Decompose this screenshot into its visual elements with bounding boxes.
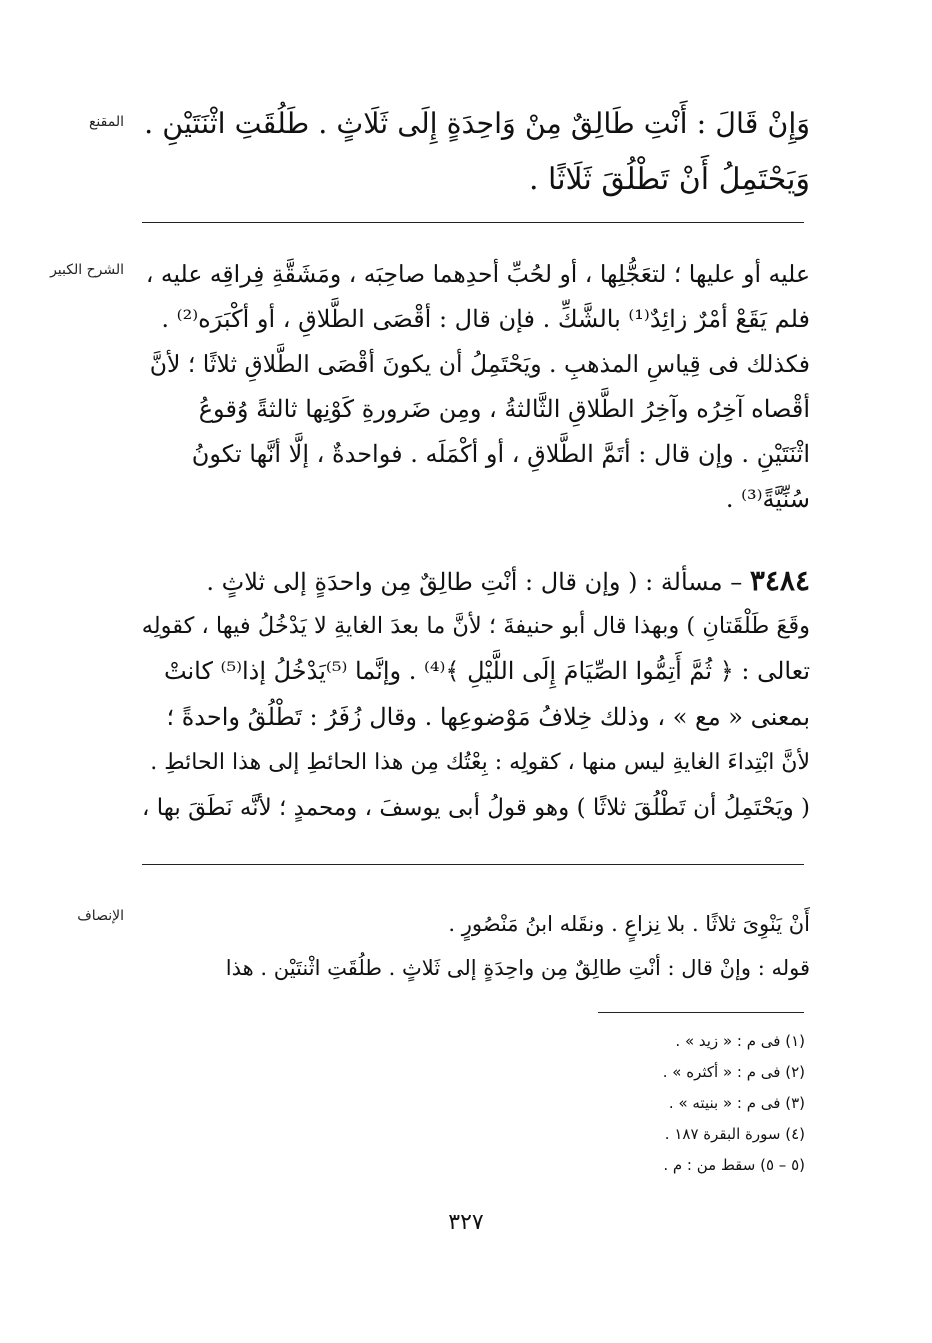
insaf-line: قوله : وإنْ قال : أنْتِ طالِقٌ مِن واحِدَةٍ إلى ثَلاثٍ . طلُقَتِ اثْنتَيْن . هذا (225, 956, 810, 980)
insaf-line: أَنْ يَنْوِىَ ثلاثًا . بلا نِزاعٍ . ونقَله ابنُ مَنْصُورٍ . (448, 912, 810, 936)
sharh-line: سُنِّيَّةً⁽³⁾ . (725, 485, 810, 513)
footnote: (٣) فى م : « بنيته » . (668, 1094, 805, 1112)
section-divider (142, 864, 804, 865)
muqni-line: وَإِنْ قَالَ : أَنْتِ طَالِقٌ مِنْ وَاحِدَةٍ إِلَى ثَلَاثٍ . طَلُقَتِ اثْنَتَيْنِ . (144, 107, 810, 140)
masala-number: ٣٤٨٤ (749, 564, 810, 597)
footnote-divider (598, 1012, 804, 1013)
sharh-line: أقْصاه آخِرُه وآخِرُ الطَّلاقِ الثَّالثةُ ، ومِن ضَرورةِ كَوْنِها ثالثةً وُقوعُ (198, 395, 810, 423)
masala-line: وقَعَ طَلْقَتانِ ) وبهذا قال أبو حنيفةَ ؛ لأنَّ ما بعدَ الغايةِ لا يَدْخُلُ فيها ، كقولِه (141, 612, 810, 639)
sharh-text (140, 252, 810, 522)
section-divider (142, 222, 804, 223)
sharh-line: فلم يَقَعْ أمْرٌ زائِدٌ⁽¹⁾ بالشَّكِّ . فإن قال : أقْصَى الطَّلاقِ ، أو أكْبَرَه⁽²⁾ . (161, 305, 810, 333)
footnote: (٢) فى م : « أكثره » . (662, 1063, 805, 1081)
insaf-text (140, 902, 810, 990)
footnotes (420, 1026, 805, 1181)
footnote: (٥ – ٥) سقط من : م . (663, 1156, 805, 1174)
masala-text (140, 558, 810, 831)
sharh-line: عليه أو عليها ؛ لتعَجُّلِها ، أو لحُبِّ أحدِهما صاحِبَه ، ومَشَقَّةِ فِراقِه عليه ، (145, 260, 810, 288)
masala-line: لأنَّ ابْتِداءَ الغايةِ ليس منها ، كقولِه : بِعْتُك مِن هذا الحائطِ إلى هذا الحائطِ . (150, 750, 810, 775)
masala-line: ( ويَحْتَمِلُ أن تَطْلُقَ ثلاثًا ) وهو قولُ أبى يوسفَ ، ومحمدٍ ؛ لأنَّه نَطَقَ بها ، (142, 794, 810, 821)
sharh-line: اثْنَتَيْنِ . وإن قال : أتَمَّ الطَّلاقِ ، أو أكْمَلَه . فواحدةٌ ، إلَّا أنَّها تكونُ (191, 440, 810, 468)
page-number: ٣٢٧ (448, 1210, 484, 1235)
sharh-line: فكذلك فى قِياسِ المذهبِ . ويَحْتَمِلُ أن يكونَ أقْصَى الطَّلاقِ ثلاثًا ؛ لأنَّ (149, 350, 810, 378)
footnote: (٤) سورة البقرة ١٨٧ . (664, 1125, 805, 1143)
muqni-text (140, 96, 810, 208)
masala-line: تعالى : ﴿ ثُمَّ أَتِمُّوا الصِّيَامَ إِلَى اللَّيْلِ ﴾⁽⁴⁾ . وإنَّما ⁽⁵⁾يَدْخُلُ إذا⁽⁵⁾ كانتْ (163, 657, 810, 685)
masala-line: بمعنى « مع » ، وذلك خِلافُ مَوْضوعِها . وقال زُفَرُ : تَطْلُقُ واحدةً ؛ (166, 702, 810, 731)
insaf-label: الإنصاف (77, 908, 124, 924)
muqni-label: المقنع (88, 114, 124, 130)
muqni-line: وَيَحْتَمِلُ أَنْ تَطْلُقَ ثَلَاثًا . (528, 162, 810, 197)
masala-line (140, 558, 810, 604)
footnote: (١) فى م : « زيد » . (675, 1032, 805, 1050)
sharh-label: الشرح الكبير (50, 262, 124, 278)
masala-heading: – مسألة : ( وإن قال : أنْتِ طالِقٌ مِن واحدَةٍ إلى ثلاثٍ . (206, 568, 743, 596)
